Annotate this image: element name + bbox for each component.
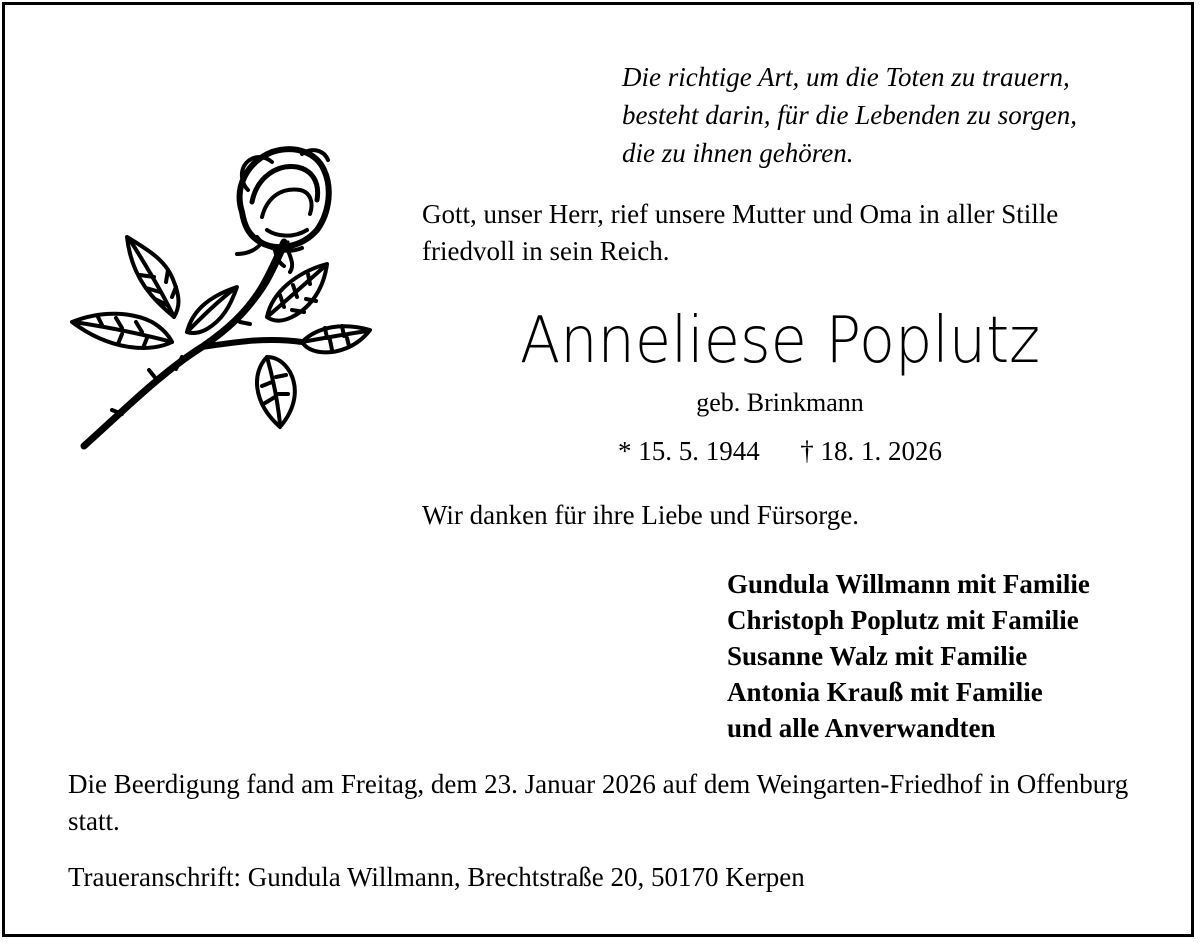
intro-text: [422, 196, 1162, 270]
maiden-name: geb. Brinkmann: [696, 388, 864, 417]
signer: Gundula Willmann mit Familie: [727, 569, 1090, 599]
funeral-info: Die Beerdigung fand am Freitag, dem 23. Januar 2026 auf dem Weingarten-Friedhof in Offenburg statt.: [68, 769, 1129, 836]
intro-line: friedvoll in sein Reich.: [422, 236, 670, 266]
quote-line: die zu ihnen gehören.: [622, 138, 854, 168]
signer: Susanne Walz mit Familie: [727, 641, 1028, 671]
signers-list: [727, 566, 1167, 746]
memorial-quote: [622, 58, 1182, 172]
thanks-text: Wir danken für ihre Liebe und Fürsorge.: [422, 500, 860, 530]
signer: und alle Anverwandten: [727, 713, 996, 743]
quote-line: Die richtige Art, um die Toten zu trauern,: [622, 62, 1070, 92]
death-date: † 18. 1. 2026: [800, 436, 942, 466]
rose-icon: [62, 142, 380, 464]
signer: Christoph Poplutz mit Familie: [727, 605, 1079, 635]
life-dates: [540, 432, 1020, 470]
quote-line: besteht darin, für die Lebenden zu sorgen,: [622, 100, 1077, 130]
birth-date: * 15. 5. 1944: [618, 436, 760, 466]
deceased-name: Anneliese Poplutz: [519, 304, 1041, 378]
intro-line: Gott, unser Herr, rief unsere Mutter und Oma in aller Stille: [422, 199, 1059, 229]
signer: Antonia Krauß mit Familie: [727, 677, 1043, 707]
mourning-address: Traueranschrift: Gundula Willmann, Brechtstraße 20, 50170 Kerpen: [68, 862, 805, 892]
